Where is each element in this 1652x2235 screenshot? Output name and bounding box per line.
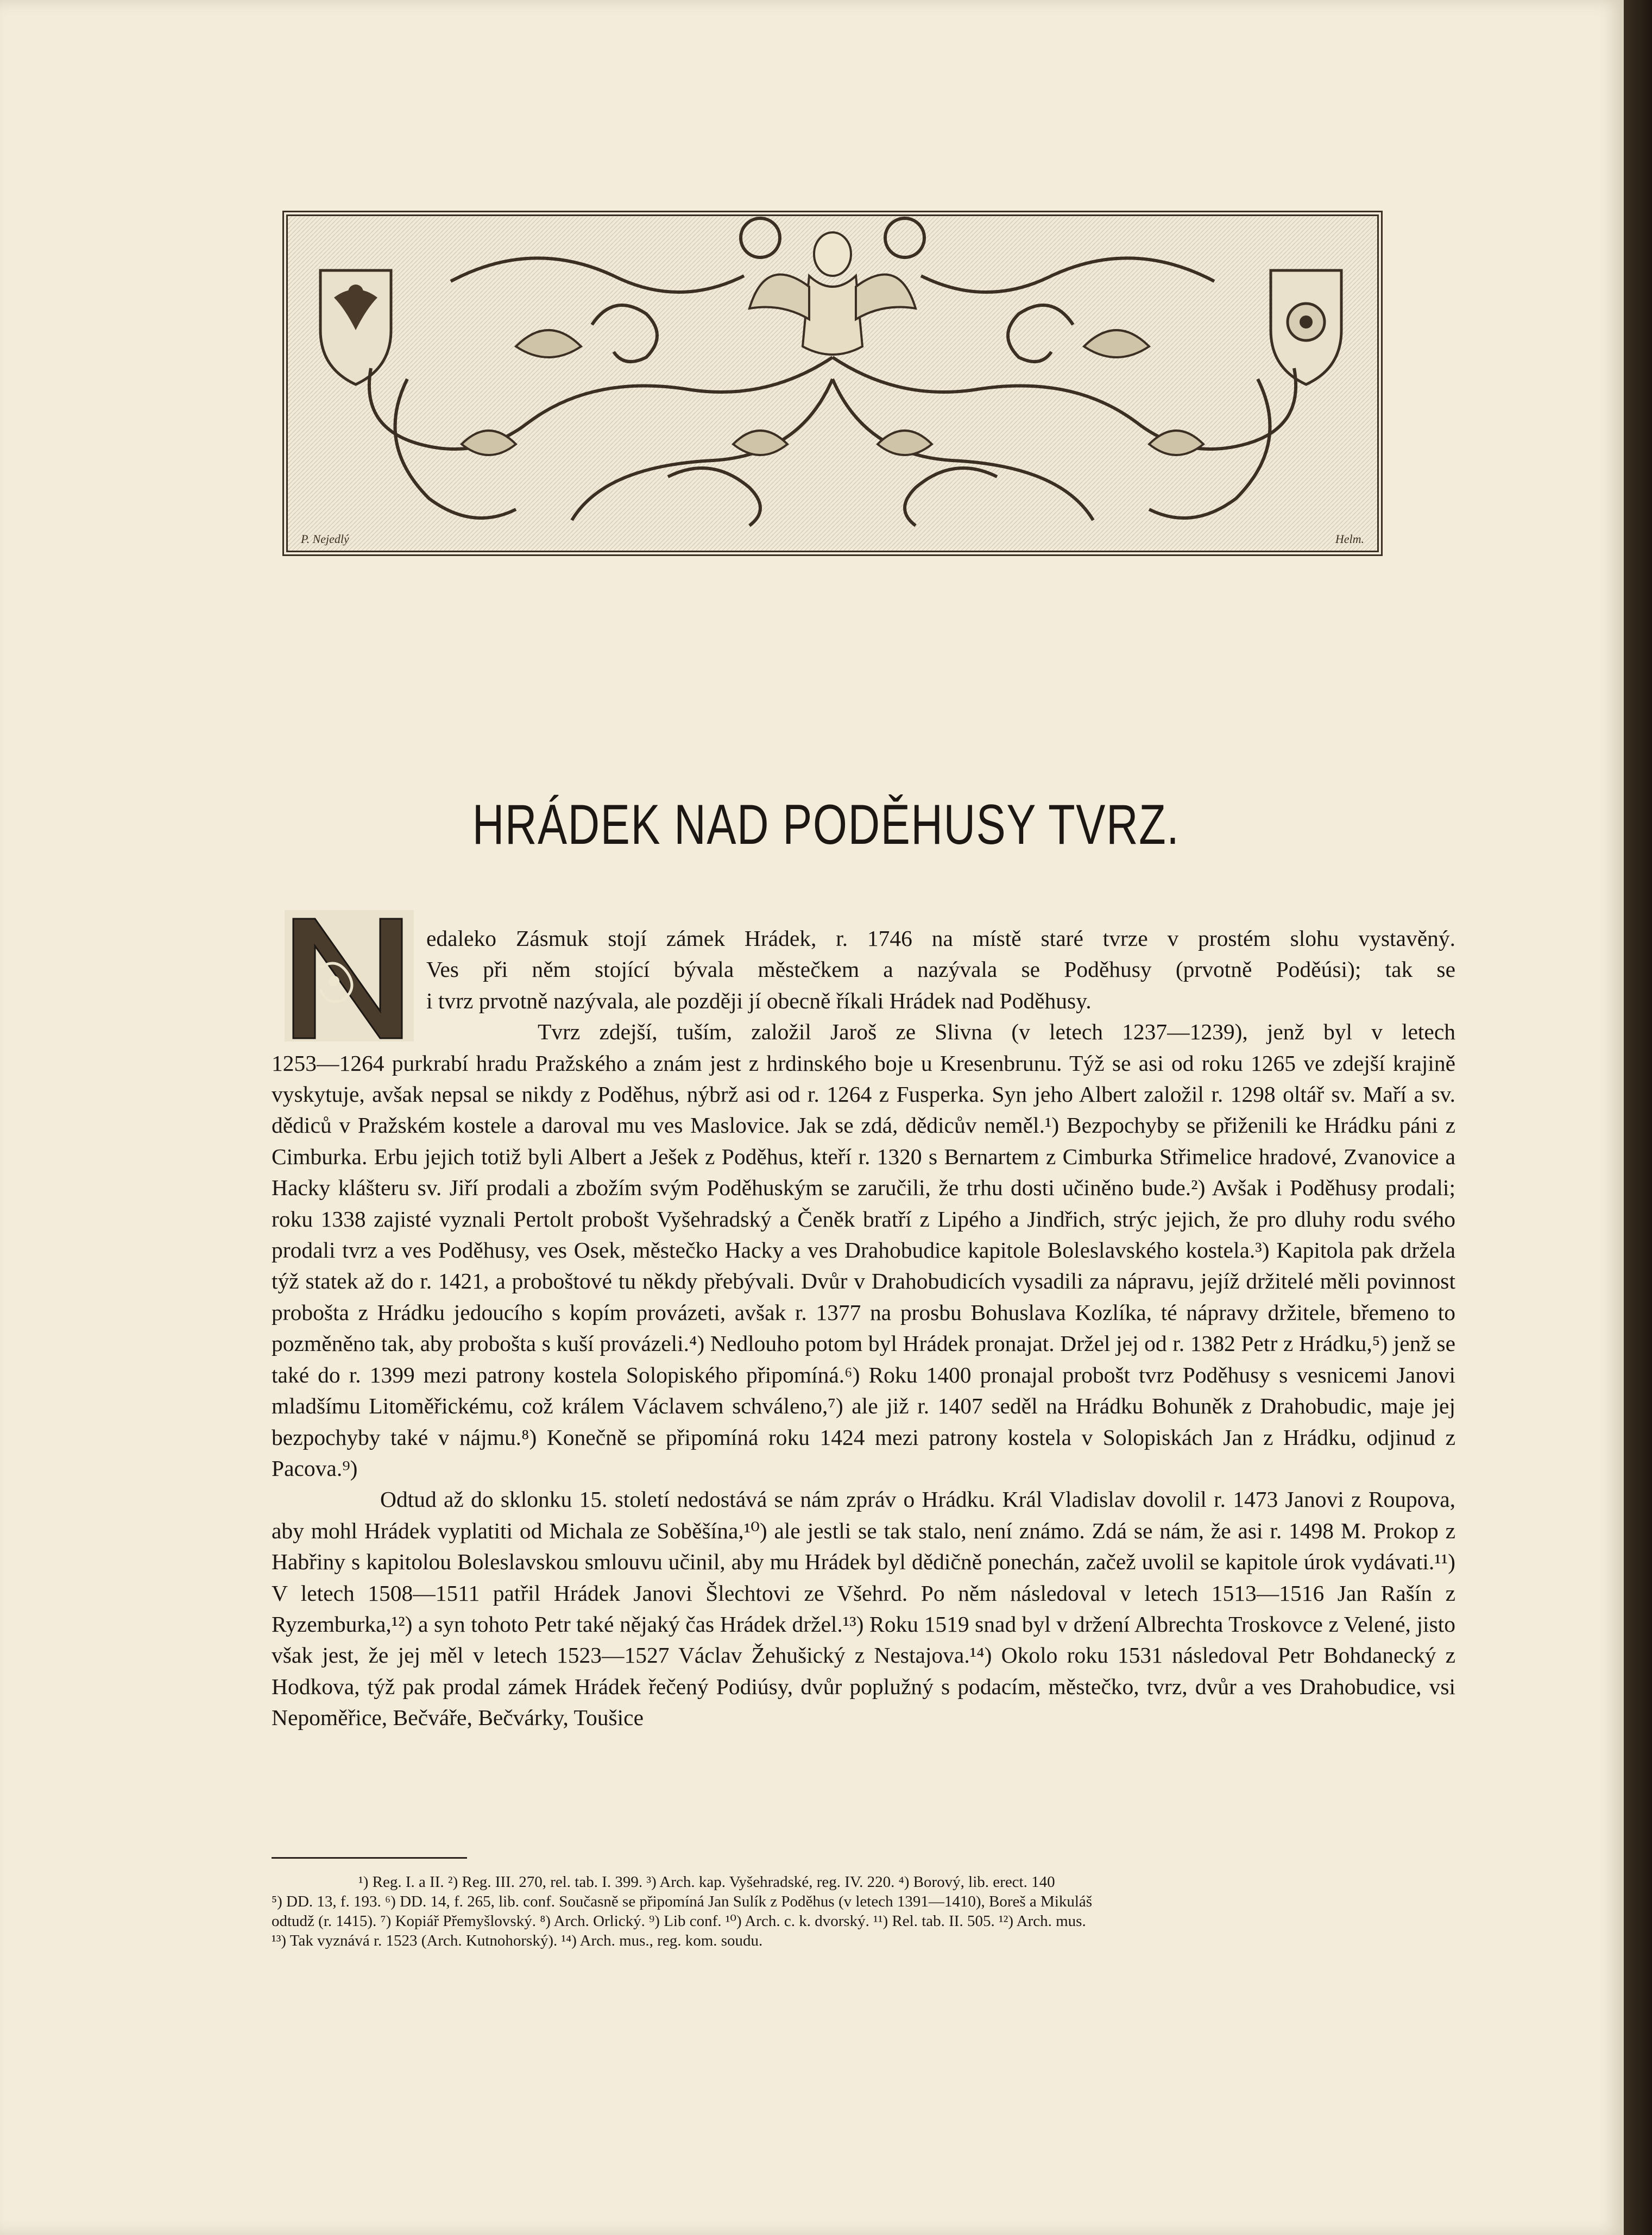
paragraph-line: edaleko Zásmuk stojí zámek Hrádek, r. 1746 na místě staré tvrze v prostém slohu vystavěný.	[426, 926, 1455, 951]
artist-signature-right: Helm.	[1335, 532, 1364, 546]
paragraph: 1253—1264 purkrabí hradu Pražského a znám jest z hrdinského boje u Kresenbrunu. Týž se asi od roku 1265 ve zdejší krajině vyskytuje, avšak nepsal se nikdy z Poděhus, nýbrž asi od r. 1264 z Fusperka. Syn jeho Albert založil r. 1298 oltář sv. Maří a sv. dědiců v Pražském kostele a daroval mu ves Maslovice. Jak se zdá, dědicův neměl.¹) Bezpochyby se přiženili ke Hrádku páni z Cimburka. Erbu jejich totiž byli Albert a Ješek z Poděhus, kteří r. 1320 s Bernartem z Cimburka Střimelice hradové, Zvanovice a Hacky klášteru sv. Jiří prodali a zbožím svým Poděhuským se zaručili, že trhu dosti učiněno bude.²) Avšak i Poděhusy prodali; roku 1338 zajisté vyznali Pertolt probošt Vyšehradský a Čeněk bratří z Lipého a Jindřich, strýc jejich, že pro dluhy rodu svého prodali tvrz a ves Poděhusy, ves Osek, městečko Hacky a ves Drahobudice kapitole Boleslavského kostela.³) Kapitola pak držela týž statek až do r. 1421, a proboštové tu někdy přebývali. Dvůr v Drahobudicích vysadili za nápravu, jejíž držitelé měli povinnost probošta z Hrádku jedoucího s kopím provázeti, avšak r. 1377 na prosbu Bohuslava Kozlíka, té nápravy držitele, břemeno to pozměněno tak, aby probošta s kuší provázeli.⁴) Nedlouho potom byl Hrádek pronajat. Držel jej od r. 1382 Petr z Hrádku,⁵) jenž se také do r. 1399 mezi patrony kostela Solopiského připomíná.⁶) Roku 1400 pronajal probošt tvrz Poděhusy s vesnicemi Janovi mladšímu Litoměřickému, což králem Václavem schváleno,⁷) ale již r. 1407 seděl na Hrádku Bohuněk z Drahobudic, maje jej bezpochyby také v nájmu.⁸) Konečně se připomíná roku 1424 mezi patrony kostela v Solopiskách Jan z Hrádku, odjinud z Pacova.⁹)	[272, 1050, 1455, 1481]
paragraph-line: Ves při něm stojící bývala městečkem a nazývala se Poděhusy (prvotně Poděúsi); tak se	[426, 957, 1455, 982]
artist-signature-left: P. Nejedlý	[301, 532, 349, 546]
chapter-title: HRÁDEK NAD PODĚHUSY TVRZ.	[472, 793, 1180, 856]
footnote-line: ¹³) Tak vyznává r. 1523 (Arch. Kutnohorský). ¹⁴) Arch. mus., reg. kom. soudu.	[272, 1932, 763, 1949]
article-body	[272, 923, 1455, 1734]
paragraph-line: i tvrz prvotně nazývala, ale později jí obecně říkali Hrádek nad Poděhusy.	[426, 988, 1092, 1013]
paragraph-line: Tvrz zdejší, tuším, založil Jaroš ze Slivna (v letech 1237—1239), jenž byl v letech	[538, 1019, 1455, 1045]
ornamental-header	[282, 211, 1383, 556]
book-spine	[1624, 0, 1652, 2235]
paragraph: Odtud až do sklonku 15. století nedostává se nám zpráv o Hrádku. Král Vladislav dovolil r. 1473 Janovi z Roupova, aby mohl Hrádek vyplatiti od Michala ze Soběšína,¹⁰) ale jestli se tak stalo, není známo. Zdá se nám, že asi r. 1498 M. Prokop z Habřiny s kapitolou Boleslavskou smlouvu učinil, aby mu Hrádek byl dědičně ponechán, začež uvolil se kapitole úrok vydávati.¹¹) V letech 1508—1511 patřil Hrádek Janovi Šlechtovi ze Všehrd. Po něm následoval v letech 1513—1516 Jan Rašín z Ryzemburka,¹²) a syn tohoto Petr také nějaký čas Hrádek držel.¹³) Roku 1519 snad byl v držení Albrechta Troskovce z Velené, jisto však jest, že jej měl v letech 1523—1527 Václav Žehušický z Nestajova.¹⁴) Okolo roku 1531 následoval Petr Bohdanecký z Hodkova, týž pak prodal zámek Hrádek řečený Podiúsy, dvůr poplužný s podacím, městečko, tvrz, dvůr a ves Drahobudice, vsi Nepoměřice, Bečváře, Bečvárky, Toušice	[272, 1487, 1455, 1731]
rose-shield-icon	[1271, 270, 1341, 384]
footnote-divider	[272, 1857, 467, 1859]
scroll-ornament-illustration	[288, 216, 1377, 551]
footnote-line: ⁵) DD. 13, f. 193. ⁶) DD. 14, f. 265, lib. conf. Současně se připomíná Jan Sulík z Poděhus (v letech 1391—1410), Boreš a Mikuláš	[272, 1893, 1093, 1910]
footnote-line: ¹) Reg. I. a II. ²) Reg. III. 270, rel. tab. I. 399. ³) Arch. kap. Vyšehradské, reg. IV. 220. ⁴) Borový, lib. erect. 140	[358, 1873, 1055, 1891]
footnote-line: odtudž (r. 1415). ⁷) Kopiář Přemyšlovský. ⁸) Arch. Orlický. ⁹) Lib conf. ¹⁰) Arch. c. k. dvorský. ¹¹) Rel. tab. II. 505. ¹²) Arch. mus.	[272, 1912, 1086, 1930]
eagle-shield-icon	[320, 270, 391, 384]
footnotes	[272, 1872, 1455, 1950]
